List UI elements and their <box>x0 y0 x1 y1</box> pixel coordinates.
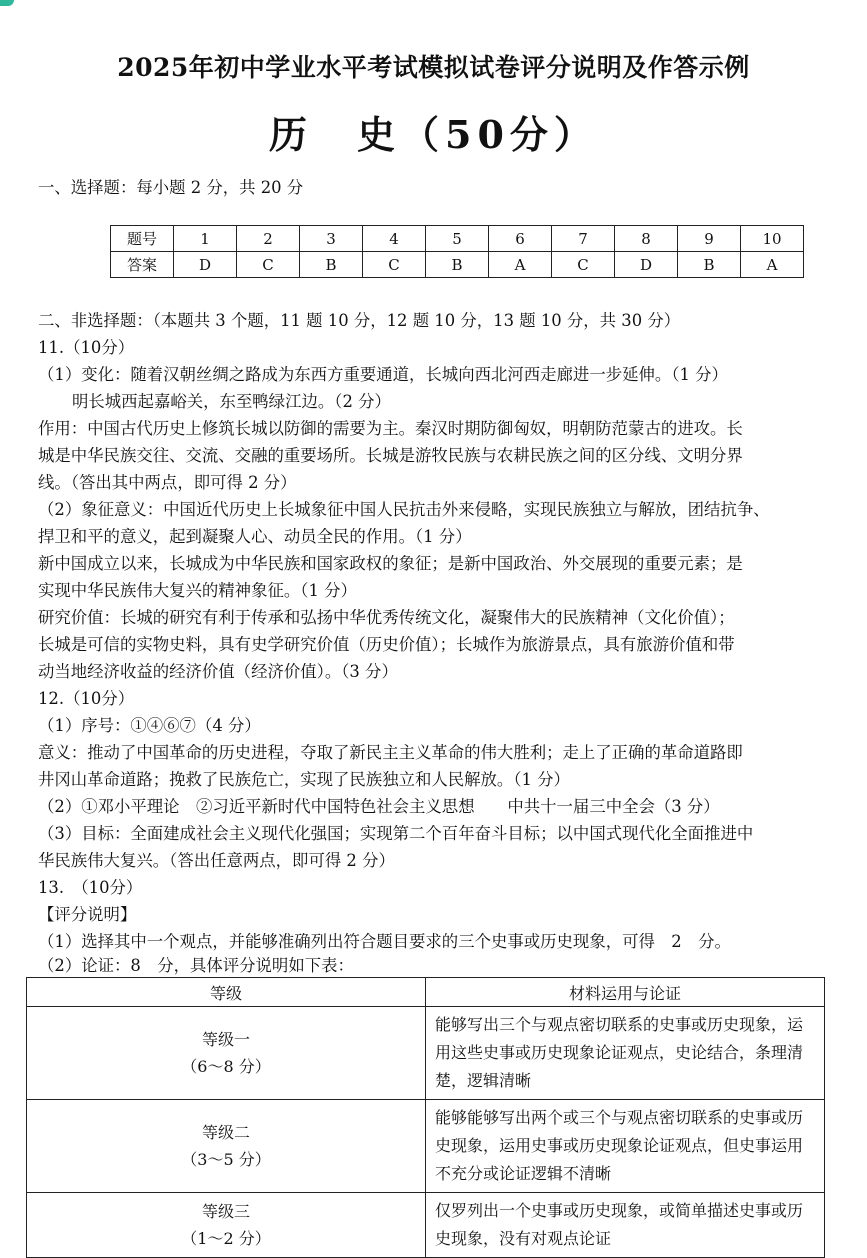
corner-mark <box>0 0 14 6</box>
grade-range: （3～5 分） <box>181 1150 271 1169</box>
answer-table-row-label: 题号 <box>111 226 174 252</box>
q11-line: 捍卫和平的意义，起到凝聚人心、动员全民的作用。（1 分） <box>38 527 472 546</box>
q12-line: 井冈山革命道路；挽救了民族危亡，实现了民族独立和人民解放。（1 分） <box>38 770 570 789</box>
q13-header: 13. （10分） <box>38 878 143 897</box>
answer-cell: D <box>174 252 237 278</box>
grade-range: （6～8 分） <box>181 1057 271 1076</box>
q11-header: 11.（10分） <box>38 338 135 357</box>
answer-cell: A <box>489 252 552 278</box>
grade-description: 能够写出三个与观点密切联系的史事或历史现象，运用这些史事或历史现象论证观点，史论结合，条理清楚，逻辑清晰 <box>426 1007 825 1100</box>
question-number: 10 <box>741 226 804 252</box>
q11-line: 线。（答出其中两点，即可得 2 分） <box>38 473 297 492</box>
q13-line: （2）论证：8 分，具体评分说明如下表： <box>38 956 354 975</box>
answer-cell: C <box>552 252 615 278</box>
grade-row <box>27 1007 825 1100</box>
q11-line: 明长城西起嘉峪关，东至鸭绿江边。（2 分） <box>72 392 391 411</box>
answer-cell: B <box>678 252 741 278</box>
subject-title: 历 史（50分） <box>269 112 598 157</box>
answer-cell: B <box>300 252 363 278</box>
q11-line: 动当地经济收益的经济价值（经济价值）。（3 分） <box>38 662 398 681</box>
answer-cell: D <box>615 252 678 278</box>
question-number: 3 <box>300 226 363 252</box>
section1-heading: 一、选择题：每小题 2 分，共 20 分 <box>38 178 304 197</box>
grade-description: 仅罗列出一个史事或历史现象，或简单描述史事或历史现象，没有对观点论证 <box>426 1193 825 1258</box>
answer-cell: C <box>237 252 300 278</box>
q12-line: （3）目标：全面建成社会主义现代化强国；实现第二个百年奋斗目标；以中国式现代化全面推进中 <box>38 824 754 843</box>
grade-level: 等级二 <box>201 1123 250 1142</box>
grade-column-header: 等级 <box>27 978 426 1007</box>
grade-level-cell <box>27 1007 426 1100</box>
question-number: 1 <box>174 226 237 252</box>
answer-table <box>110 225 804 278</box>
grade-range: （1～2 分） <box>181 1229 271 1248</box>
grade-level: 等级一 <box>201 1030 250 1049</box>
question-number: 2 <box>237 226 300 252</box>
q11-line: （1）变化：随着汉朝丝绸之路成为东西方重要通道，长城向西北河西走廊进一步延伸。（1 分） <box>38 365 728 384</box>
q11-line: 长城是可信的实物史料，具有史学研究价值（历史价值）；长城作为旅游景点，具有旅游价值和带 <box>38 635 735 654</box>
question-number: 9 <box>678 226 741 252</box>
grade-table-header <box>27 978 825 1007</box>
question-number: 8 <box>615 226 678 252</box>
q12-line: （1）序号：①④⑥⑦（4 分） <box>38 716 261 735</box>
q12-line: 华民族伟大复兴。（答出任意两点，即可得 2 分） <box>38 851 395 870</box>
q11-line: （2）象征意义：中国近代历史上长城象征中国人民抗击外来侵略，实现民族独立与解放，团结抗争、 <box>38 500 770 519</box>
answer-table-answer-row <box>111 252 804 278</box>
q13-line: 【评分说明】 <box>38 905 137 924</box>
question-number: 5 <box>426 226 489 252</box>
question-number: 6 <box>489 226 552 252</box>
q12-header: 12.（10分） <box>38 689 135 708</box>
answer-cell: B <box>426 252 489 278</box>
grade-level-cell <box>27 1100 426 1193</box>
q11-line: 城是中华民族交往、交流、交融的重要场所。长城是游牧民族与农耕民族之间的区分线、文明分界 <box>38 446 743 465</box>
grade-row <box>27 1193 825 1258</box>
grade-row <box>27 1100 825 1193</box>
grade-description: 能够能够写出两个或三个与观点密切联系的史事或历史现象，运用史事或历史现象论证观点，但史事运用不充分或论证逻辑不清晰 <box>426 1100 825 1193</box>
answer-cell: A <box>741 252 804 278</box>
document-title: 2025年初中学业水平考试模拟试卷评分说明及作答示例 <box>117 53 750 82</box>
question-number: 4 <box>363 226 426 252</box>
answer-table-row-label: 答案 <box>111 252 174 278</box>
question-number: 7 <box>552 226 615 252</box>
grade-level-cell <box>27 1193 426 1258</box>
q11-line: 研究价值：长城的研究有利于传承和弘扬中华优秀传统文化，凝聚伟大的民族精神（文化价值）； <box>38 608 735 627</box>
criteria-column-header: 材料运用与论证 <box>426 978 825 1007</box>
grade-table <box>26 977 825 1258</box>
q13-line: （1）选择其中一个观点，并能够准确列出符合题目要求的三个史事或历史现象，可得 2 分。 <box>38 932 731 951</box>
q12-line: （2）①邓小平理论 ②习近平新时代中国特色社会主义思想 中共十一届三中全会（3 分） <box>38 797 720 816</box>
q11-line: 作用：中国古代历史上修筑长城以防御的需要为主。秦汉时期防御匈奴，明朝防范蒙古的进攻。长 <box>38 419 743 438</box>
q11-line: 新中国成立以来，长城成为中华民族和国家政权的象征；是新中国政治、外交展现的重要元素；是 <box>38 554 743 573</box>
answer-cell: C <box>363 252 426 278</box>
answer-table-number-row <box>111 226 804 252</box>
section2-heading: 二、非选择题：（本题共 3 个题，11 题 10 分，12 题 10 分，13 题 10 分，共 30 分） <box>38 311 681 330</box>
q12-line: 意义：推动了中国革命的历史进程，夺取了新民主主义革命的伟大胜利；走上了正确的革命道路即 <box>38 743 743 762</box>
q11-line: 实现中华民族伟大复兴的精神象征。（1 分） <box>38 581 357 600</box>
grade-level: 等级三 <box>201 1202 250 1221</box>
